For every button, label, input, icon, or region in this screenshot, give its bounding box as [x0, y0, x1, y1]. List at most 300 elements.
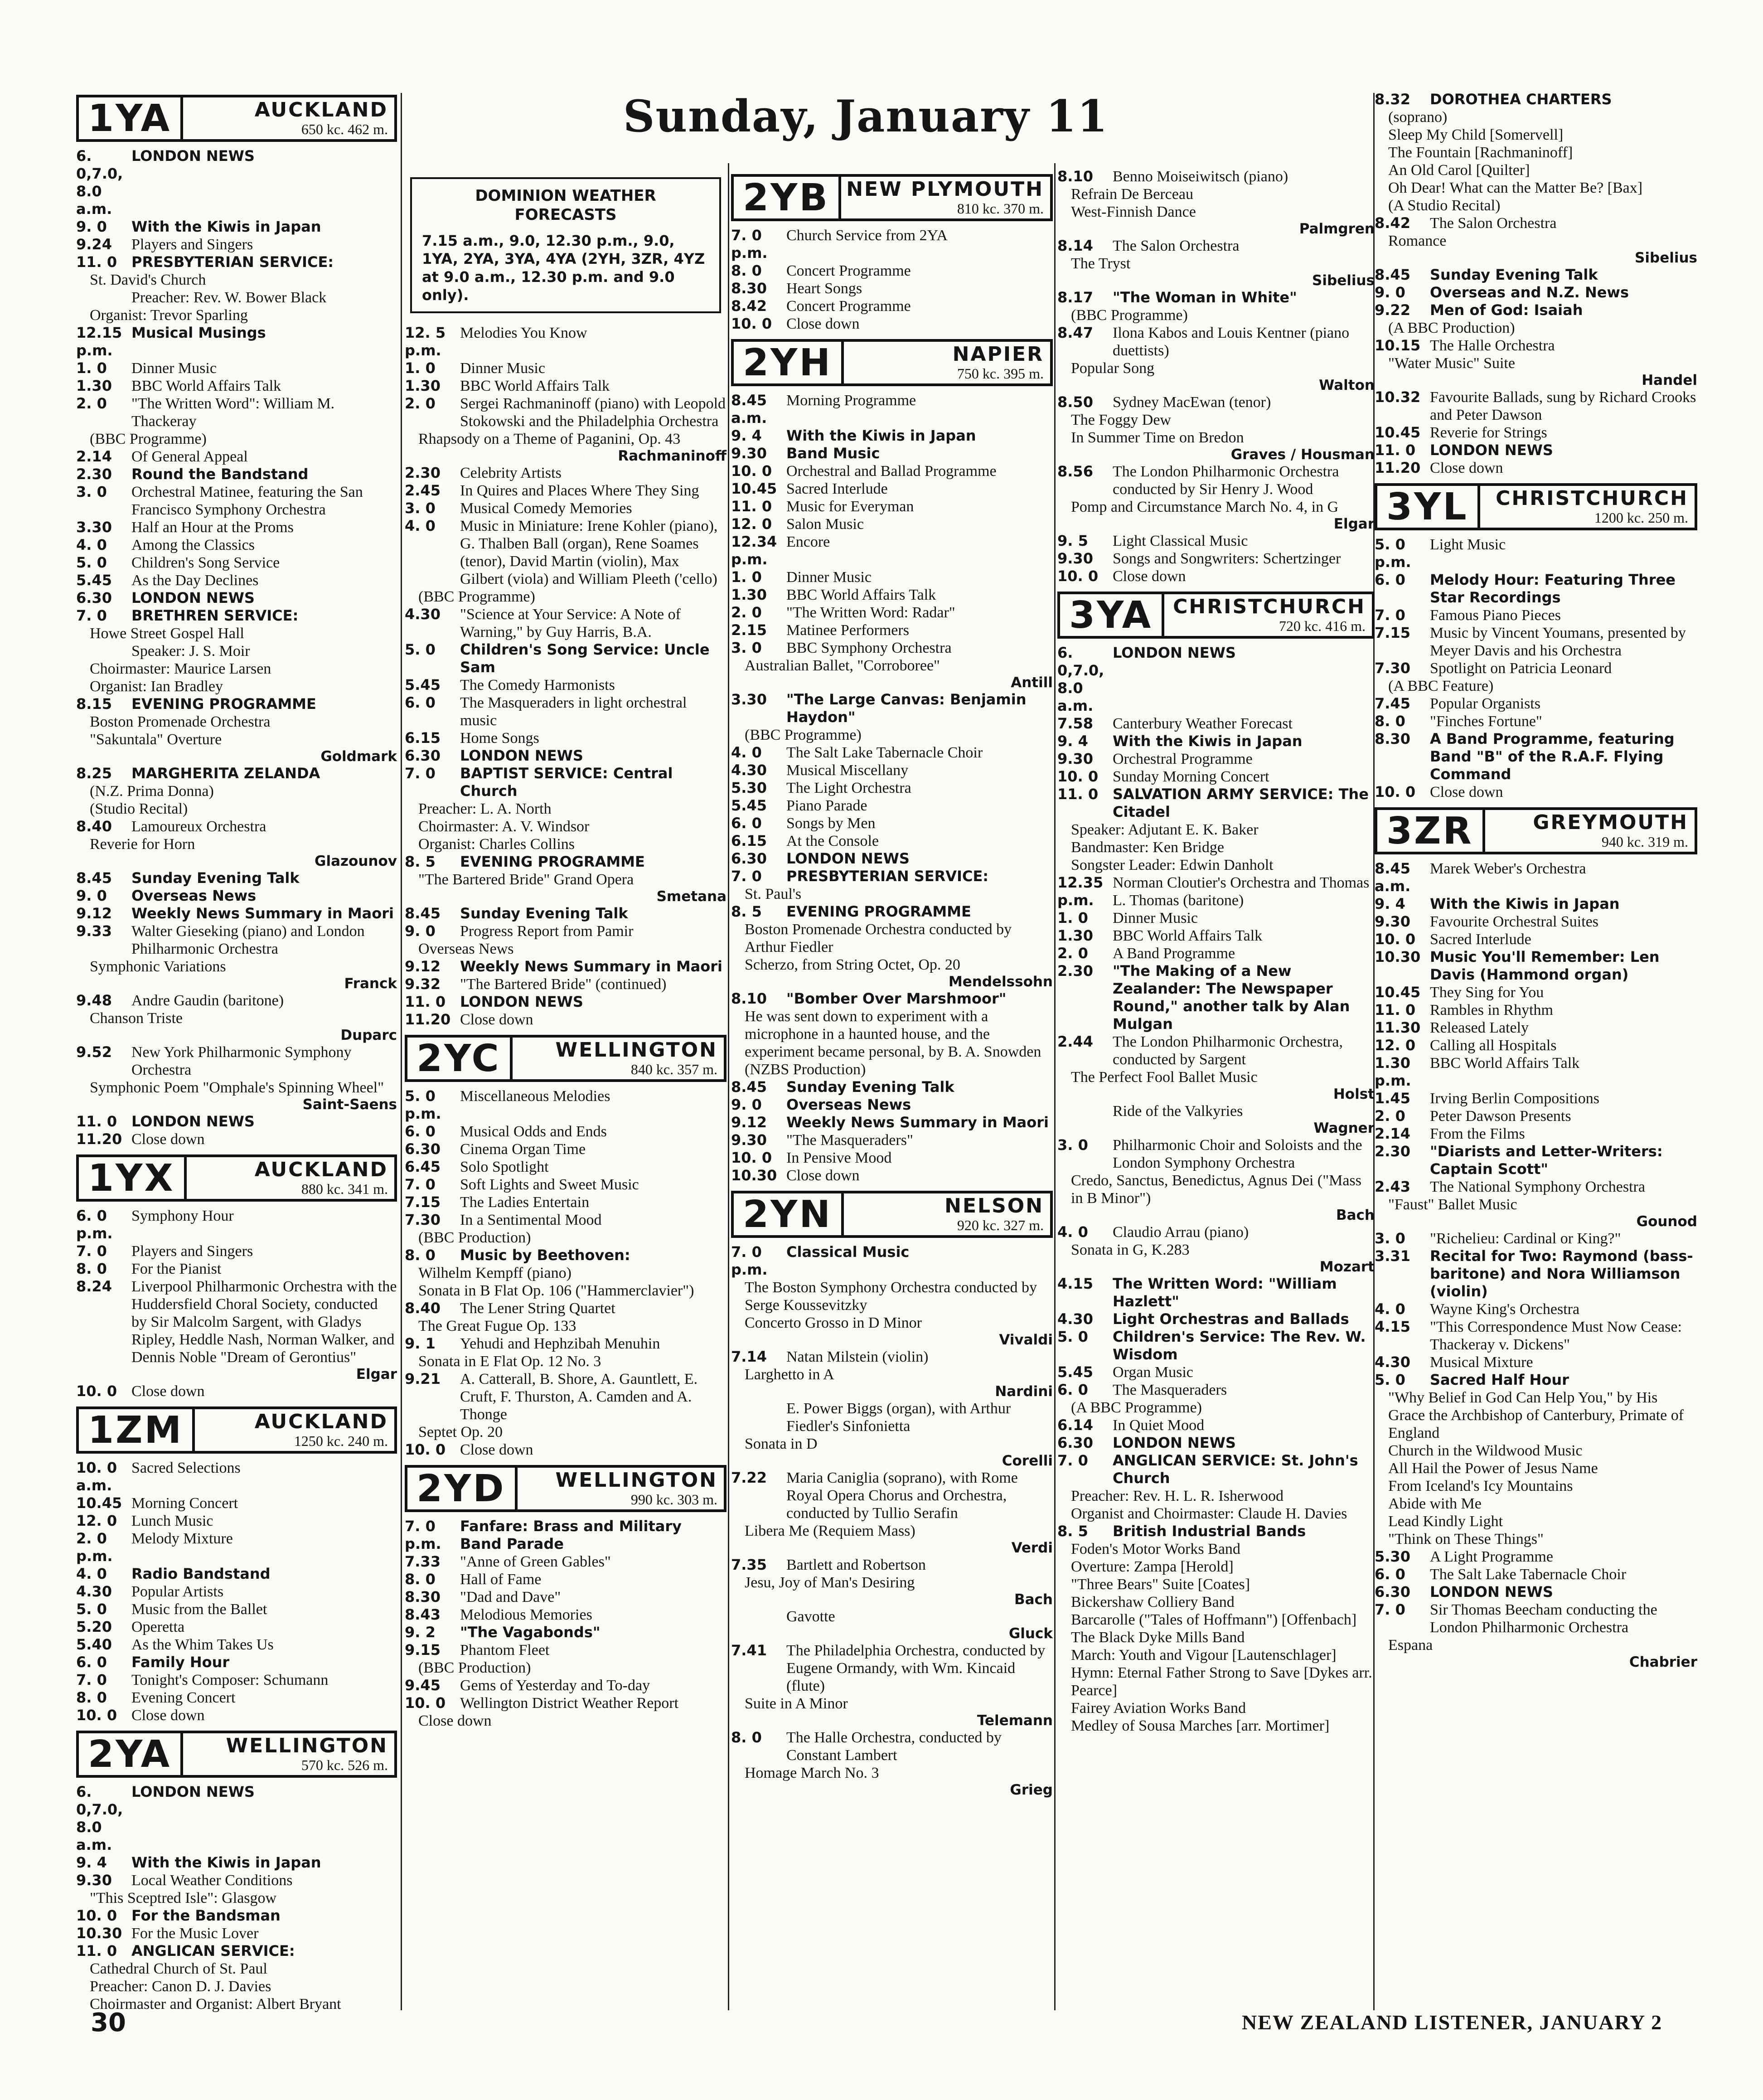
composer-name: Telemann [977, 1712, 1053, 1729]
program-item [1375, 913, 1697, 931]
program-time [76, 289, 131, 306]
program-item [731, 903, 1053, 921]
program-detail: Church in the Wildwood Music [1388, 1442, 1583, 1459]
program-item [405, 1211, 727, 1229]
program-time: 9. 0 [76, 887, 107, 904]
program-item [405, 958, 727, 975]
program-detail: (NZBS Production) [745, 1061, 866, 1078]
program-time: 6.45 [405, 1158, 441, 1175]
program-item [1057, 1416, 1375, 1434]
program-item [76, 1925, 397, 1942]
program-detail: Organist: Charles Collins [418, 836, 575, 853]
program-detail: Fairey Aviation Works Band [1071, 1700, 1246, 1717]
program-title: E. Power Biggs (organ), with Arthur Fiedler's Sinfonietta [786, 1400, 1011, 1435]
program-title: With the Kiwis in Japan [1430, 895, 1620, 912]
program-item [1057, 1223, 1375, 1241]
program-item [1375, 783, 1697, 801]
program-title: Sacred Interlude [1430, 931, 1531, 948]
program-detail: "Think on These Things" [1388, 1531, 1544, 1547]
program-detail: "This Sceptred Isle": Glasgow [90, 1890, 277, 1906]
program-time: 1. 0 [1057, 909, 1088, 926]
program-title: The Lener String Quartet [460, 1300, 615, 1317]
program-item [1375, 984, 1697, 1001]
program-item [1057, 750, 1375, 768]
program-item [1057, 1275, 1375, 1310]
program-time: 6.30 [405, 1140, 441, 1158]
program-detail: (A BBC Feature) [1388, 678, 1494, 694]
program-title: Men of God: Isaiah [1430, 301, 1583, 319]
program-title: Popular Artists [131, 1583, 224, 1600]
program-time: 11. 0 [1375, 441, 1416, 459]
program-item [1375, 459, 1697, 477]
program-title: LONDON NEWS [131, 589, 255, 606]
program-item [76, 448, 397, 466]
station-info [1164, 594, 1372, 636]
composer-name: Vivaldi [999, 1332, 1053, 1348]
composer-name: Holst [1333, 1086, 1375, 1102]
program-item [405, 606, 727, 641]
program-title: Marek Weber's Orchestra [1430, 860, 1586, 877]
program-title: DOROTHEA CHARTERS [1430, 91, 1612, 108]
program-title: Dinner Music [460, 360, 545, 377]
program-time: 1.30 p.m. [1375, 1054, 1411, 1089]
composer-name: Smetana [656, 888, 727, 905]
program-title: Wellington District Weather Report [460, 1695, 679, 1712]
program-time: 10. 0 [1375, 783, 1416, 800]
program-title: The Masqueraders in light orchestral music [460, 694, 687, 729]
program-item [405, 1176, 727, 1193]
station-frequency: 880 kc. 341 m. [301, 1181, 388, 1197]
program-title: Hall of Fame [460, 1571, 542, 1588]
station-callsign: 2YB [734, 177, 841, 218]
page-title: Sunday, January 11 [623, 91, 1109, 142]
program-title: MARGHERITA ZELANDA [131, 765, 320, 782]
program-time: 2. 0 p.m. [76, 1530, 113, 1565]
program-item [1057, 1033, 1375, 1068]
program-time: 4.30 [1057, 1310, 1093, 1328]
program-time: 5.30 [1375, 1548, 1410, 1565]
station-city: WELLINGTON [555, 1038, 717, 1062]
program-item [731, 1243, 1053, 1279]
program-time: 7. 0 [405, 765, 436, 782]
program-title: For the Bandsman [131, 1907, 281, 1924]
program-title: Sunday Evening Talk [131, 869, 300, 887]
program-item [1057, 1523, 1375, 1540]
program-item [76, 607, 397, 625]
program-time: 9.12 [405, 958, 441, 975]
station-info [1480, 486, 1695, 528]
program-title: Musical Miscellany [786, 762, 909, 779]
program-item [1375, 1371, 1697, 1389]
program-title: BBC World Affairs Talk [131, 378, 281, 394]
program-item [405, 905, 727, 922]
column-rule [401, 93, 402, 2010]
program-time: 11. 0 [1057, 786, 1099, 803]
program-time: 10. 0 [405, 1694, 446, 1712]
program-detail: Espana [1388, 1637, 1433, 1654]
program-time: 10. 0 [1057, 768, 1099, 785]
program-time: 12.34 p.m. [731, 533, 777, 568]
program-time: 5. 0 [1057, 1328, 1088, 1345]
program-item [405, 1123, 727, 1140]
program-item [76, 147, 397, 218]
program-detail: (BBC Programme) [418, 588, 535, 605]
station-frequency: 1200 kc. 250 m. [1594, 509, 1688, 526]
program-title: LONDON NEWS [131, 147, 255, 165]
program-time: 8. 0 [405, 1571, 436, 1588]
program-item [405, 1624, 727, 1641]
program-detail: Cathedral Church of St. Paul [90, 1960, 267, 1977]
program-time: 4. 0 [1375, 1300, 1405, 1318]
program-detail: Lead Kindly Light [1388, 1513, 1503, 1530]
program-item [1375, 1548, 1697, 1566]
program-title: Players and Singers [131, 236, 253, 253]
program-item [731, 1608, 1053, 1625]
program-time: 8.32 [1375, 91, 1410, 108]
program-time: 11.20 [405, 1011, 451, 1028]
program-title: As the Whim Takes Us [131, 1636, 274, 1653]
program-detail: Boston Promenade Orchestra conducted by Arthur Fiedler [745, 921, 1012, 955]
program-item [1375, 1090, 1697, 1107]
program-title: Sydney MacEwan (tenor) [1113, 394, 1271, 411]
program-title: A. Catterall, B. Shore, A. Gauntlett, E. Cruft, F. Thurston, A. Camden and A. Thonge [460, 1371, 698, 1423]
program-title: Music by Beethoven: [460, 1246, 630, 1264]
program-time: 1. 0 [405, 359, 436, 377]
program-time: 4.30 [76, 1583, 112, 1600]
composer-name: Chabrier [1629, 1654, 1697, 1670]
station-header [1057, 592, 1375, 639]
program-time: 7. 0 [731, 868, 762, 885]
program-title: Miscellaneous Melodies [460, 1088, 610, 1105]
program-title: Musical Odds and Ends [460, 1123, 607, 1140]
composer-name: Corelli [1002, 1453, 1053, 1469]
program-detail: Sonata in E Flat Op. 12 No. 3 [418, 1353, 601, 1370]
program-item [731, 533, 1053, 568]
program-title: Spotlight on Patricia Leonard [1430, 660, 1612, 677]
program-time: 9. 5 [1057, 532, 1088, 549]
program-item [76, 536, 397, 554]
program-item [76, 1671, 397, 1689]
program-title: Morning Concert [131, 1495, 238, 1512]
station-city: WELLINGTON [226, 1734, 388, 1757]
program-detail: Credo, Sanctus, Benedictus, Agnus Dei ("Mass in B Minor") [1071, 1172, 1361, 1207]
program-time: 9. 4 [731, 427, 762, 444]
program-item [405, 1641, 727, 1659]
program-title: EVENING PROGRAMME [131, 695, 316, 713]
station-info [187, 1157, 394, 1199]
program-item [1375, 1037, 1697, 1054]
program-time: 9.32 [405, 975, 441, 993]
program-detail: Medley of Sousa Marches [arr. Mortimer] [1071, 1717, 1330, 1734]
program-item [1375, 1300, 1697, 1318]
program-time: 6.30 [731, 850, 767, 867]
program-item [76, 483, 397, 519]
program-detail: "Sakuntala" Overture [90, 731, 222, 748]
program-title: ANGLICAN SERVICE: St. John's Church [1113, 1452, 1358, 1487]
composer-name: Sibelius [1635, 250, 1697, 266]
program-item [1375, 91, 1697, 108]
program-detail: The Boston Symphony Orchestra conducted by Serge Koussevitzky [745, 1279, 1037, 1314]
station-frequency: 990 kc. 303 m. [630, 1491, 717, 1508]
program-item [405, 1011, 727, 1028]
program-title: Melody Mixture [131, 1530, 233, 1547]
program-title: "The Written Word": William M. Thackeray [131, 395, 335, 430]
program-title: Music for Everyman [786, 498, 914, 515]
program-title: Close down [1430, 460, 1503, 476]
station-header [1375, 807, 1697, 854]
program-title: The Comedy Harmonists [460, 677, 615, 694]
program-time: 7. 0 [1375, 606, 1405, 624]
program-item [731, 1400, 1053, 1435]
station-frequency: 720 kc. 416 m. [1279, 618, 1366, 634]
program-time: 8.15 [76, 695, 112, 713]
program-title: PRESBYTERIAN SERVICE: [786, 868, 989, 885]
program-title: EVENING PROGRAMME [460, 853, 645, 870]
program-time: 5. 0 [76, 1600, 107, 1618]
program-time: 9.33 [76, 922, 112, 940]
program-item [1375, 1178, 1697, 1196]
program-item [76, 1907, 397, 1925]
program-title: Peter Dawson Presents [1430, 1108, 1571, 1125]
program-detail: Sleep My Child [Somervell] [1388, 126, 1564, 143]
program-title: Calling all Hospitals [1430, 1037, 1557, 1054]
program-title: Concert Programme [786, 298, 911, 315]
program-item [76, 905, 397, 922]
program-title: The Philadelphia Orchestra, conducted by Eugene Ormandy, with Wm. Kincaid (flute) [786, 1642, 1046, 1694]
program-time: 2. 0 [1375, 1107, 1405, 1125]
program-title: The Halle Orchestra [1430, 337, 1555, 354]
program-time: 7. 0 p.m. [731, 1243, 768, 1278]
program-time: 9. 4 [1057, 732, 1088, 750]
program-detail: In Summer Time on Bredon [1071, 429, 1244, 446]
program-time: 5.30 [731, 779, 767, 796]
program-title: With the Kiwis in Japan [131, 218, 321, 235]
program-item [76, 236, 397, 253]
program-title: Preacher: Rev. W. Bower Black [131, 289, 327, 306]
program-item [405, 359, 727, 377]
program-time [76, 642, 131, 660]
program-title: Natan Milstein (violin) [786, 1348, 929, 1365]
program-detail: Choirmaster: A. V. Windsor [418, 818, 590, 835]
program-title: In Quiet Mood [1113, 1417, 1205, 1434]
program-title: Musical Musings [131, 324, 266, 341]
program-time: 2.30 [1375, 1143, 1410, 1160]
program-time: 6.30 [76, 589, 112, 606]
program-item [405, 1370, 727, 1423]
program-time: 5. 0 [1375, 1371, 1405, 1388]
program-time: 7. 0 [405, 1176, 436, 1193]
station-info [183, 97, 394, 139]
program-title: Soft Lights and Sweet Music [460, 1176, 639, 1193]
program-item [1375, 1247, 1697, 1300]
program-title: PRESBYTERIAN SERVICE: [131, 253, 334, 271]
program-time: 4.15 [1375, 1318, 1410, 1335]
program-time: 10.30 [731, 1167, 777, 1184]
program-time: 9.30 [731, 445, 767, 462]
program-time: 6. 0 p.m. [76, 1207, 113, 1242]
program-item [76, 554, 397, 572]
program-item [731, 280, 1053, 297]
program-item [731, 744, 1053, 761]
program-item [1057, 1102, 1375, 1120]
program-time: 8.45 [1375, 266, 1410, 283]
program-title: Norman Cloutier's Orchestra and Thomas L. Thomas (baritone) [1113, 874, 1370, 909]
program-detail: Pomp and Circumstance March No. 4, in G [1071, 499, 1339, 515]
program-item [405, 482, 727, 500]
program-detail: March: Youth and Vigour [Lautenschlager] [1071, 1647, 1337, 1664]
program-title: "Bomber Over Marshmoor" [786, 990, 1007, 1007]
program-time: 8.45 [405, 905, 441, 922]
program-item [405, 1335, 727, 1353]
program-title: Close down [786, 1167, 860, 1184]
program-item [76, 1113, 397, 1130]
program-title: Melodious Memories [460, 1606, 592, 1623]
program-time: 7.22 [731, 1469, 767, 1486]
station-city: GREYMOUTH [1533, 811, 1688, 834]
program-title: Overseas and N.Z. News [1430, 284, 1629, 301]
program-detail: Choirmaster: Maurice Larsen [90, 660, 271, 677]
program-detail: Larghetto in A [745, 1366, 834, 1383]
program-time: 7. 0 [76, 1242, 107, 1260]
program-time: 2.30 [405, 464, 441, 481]
program-item [405, 694, 727, 729]
composer-name: Elgar [1333, 516, 1375, 532]
station-frequency: 750 kc. 395 m. [957, 365, 1044, 382]
program-item [731, 1729, 1053, 1764]
program-time: 11.20 [1375, 459, 1421, 476]
program-item [1375, 388, 1697, 424]
program-detail: "Why Belief in God Can Help You," by His Grace the Archbishop of Canterbury, Primate of England [1388, 1389, 1684, 1441]
program-time: 10. 0 [76, 1707, 117, 1724]
program-item [1057, 1434, 1375, 1452]
program-item [76, 1530, 397, 1565]
program-item [405, 1140, 727, 1158]
program-time: 3. 0 [405, 500, 436, 517]
program-title: "The Making of a New Zealander: The Newspaper Round," another talk by Alan Mulgan [1113, 962, 1350, 1033]
composer-name: Goldmark [320, 748, 397, 765]
program-title: Orchestral Programme [1113, 751, 1253, 767]
program-time: 6. 0 [731, 815, 762, 832]
program-title: With the Kiwis in Japan [1113, 732, 1303, 750]
program-title: The Halle Orchestra, conducted by Constant Lambert [786, 1729, 1002, 1764]
program-time: 5. 0 p.m. [1375, 536, 1411, 571]
program-time: 11. 0 [76, 253, 117, 271]
program-detail: An Old Carol [Quilter] [1388, 162, 1530, 179]
column-rule [1054, 163, 1056, 2010]
station-city: NELSON [944, 1194, 1044, 1217]
program-time: 6. 0,7.0, 8.0 a.m. [1057, 644, 1104, 714]
program-title: Musical Comedy Memories [460, 500, 632, 517]
program-title: Maria Caniglia (soprano), with Rome Royal Opera Chorus and Orchestra, conducted by Tullio Serafin [786, 1470, 1018, 1522]
program-item [405, 1694, 727, 1712]
program-item [76, 1689, 397, 1707]
program-time: 8.17 [1057, 289, 1093, 306]
program-item [1057, 786, 1375, 821]
program-title: Andre Gaudin (baritone) [131, 992, 284, 1009]
program-item [405, 853, 727, 871]
program-item [405, 1246, 727, 1264]
program-item [76, 1654, 397, 1671]
program-time: 8. 5 [731, 903, 762, 920]
program-detail: (A BBC Production) [1388, 320, 1515, 336]
program-time: 4.30 [405, 606, 441, 623]
program-detail: All Hail the Power of Jesus Name [1388, 1460, 1598, 1477]
program-item [405, 1588, 727, 1606]
program-item [76, 1278, 397, 1366]
program-title: Yehudi and Hephzibah Menuhin [460, 1335, 660, 1352]
program-item [731, 315, 1053, 333]
program-detail: (A BBC Programme) [1071, 1399, 1202, 1416]
program-time: 10.45 [1375, 424, 1421, 441]
station-city: AUCKLAND [254, 1158, 388, 1181]
program-item [76, 395, 397, 430]
program-item [76, 1872, 397, 1889]
program-item [731, 1149, 1053, 1167]
program-item [1375, 424, 1697, 441]
program-time: 8.42 [731, 297, 767, 315]
program-title: Favourite Ballads, sung by Richard Crooks and Peter Dawson [1430, 389, 1696, 423]
program-time: 5.45 [731, 797, 767, 814]
program-title: LONDON NEWS [131, 1113, 255, 1130]
program-time: 8. 0 [405, 1246, 436, 1264]
program-title: Canterbury Weather Forecast [1113, 715, 1293, 732]
program-item [731, 297, 1053, 315]
program-title: BRETHREN SERVICE: [131, 607, 299, 624]
station-city: NEW PLYMOUTH [846, 178, 1044, 201]
program-detail: Refrain De Berceau [1071, 186, 1193, 203]
program-detail: Bandmaster: Ken Bridge [1071, 839, 1225, 856]
composer-name: Elgar [356, 1366, 397, 1382]
program-title: Gems of Yesterday and To-day [460, 1677, 650, 1694]
program-time: 7.14 [731, 1348, 767, 1365]
program-detail: (Studio Recital) [90, 800, 188, 817]
program-title: Encore [786, 533, 830, 550]
station-info [513, 1038, 724, 1079]
station-info [518, 1468, 724, 1509]
program-title: The Masqueraders [1113, 1382, 1227, 1398]
program-detail: The Great Fugue Op. 133 [418, 1318, 576, 1334]
program-time [731, 1400, 786, 1435]
program-title: Piano Parade [786, 797, 867, 814]
program-title: Melodies You Know [460, 325, 587, 341]
program-time: 8.45 a.m. [731, 392, 767, 427]
program-time: 6. 0 [1057, 1381, 1088, 1398]
program-title: Famous Piano Pieces [1430, 607, 1561, 624]
program-item [1057, 1363, 1375, 1381]
program-time: 1.45 [1375, 1090, 1410, 1107]
program-title: Music You'll Remember: Len Davis (Hammond organ) [1430, 948, 1660, 983]
program-time: 5. 0 [76, 554, 107, 571]
program-title: Sergei Rachmaninoff (piano) with Leopold Stokowski and the Philadelphia Orchestra [460, 395, 726, 430]
program-time: 2. 0 [405, 395, 436, 412]
station-callsign: 3YA [1060, 594, 1164, 636]
program-title: Symphony Hour [131, 1208, 234, 1224]
program-detail: The Black Dyke Mills Band [1071, 1629, 1245, 1646]
program-time: 9.21 [405, 1370, 441, 1387]
program-title: For the Music Lover [131, 1925, 259, 1942]
program-title: Melody Hour: Featuring Three Star Recordings [1430, 571, 1676, 606]
program-item [1375, 266, 1697, 284]
program-item [1375, 1566, 1697, 1583]
program-item [76, 324, 397, 359]
program-time: 1. 0 [76, 359, 107, 377]
program-item [405, 1606, 727, 1624]
composer-name: Gluck [1008, 1625, 1053, 1642]
program-title: Sunday Morning Concert [1113, 768, 1269, 785]
program-title: "The Woman in White" [1113, 289, 1297, 306]
station-callsign: 2YN [734, 1193, 844, 1235]
station-frequency: 810 kc. 370 m. [957, 200, 1044, 217]
